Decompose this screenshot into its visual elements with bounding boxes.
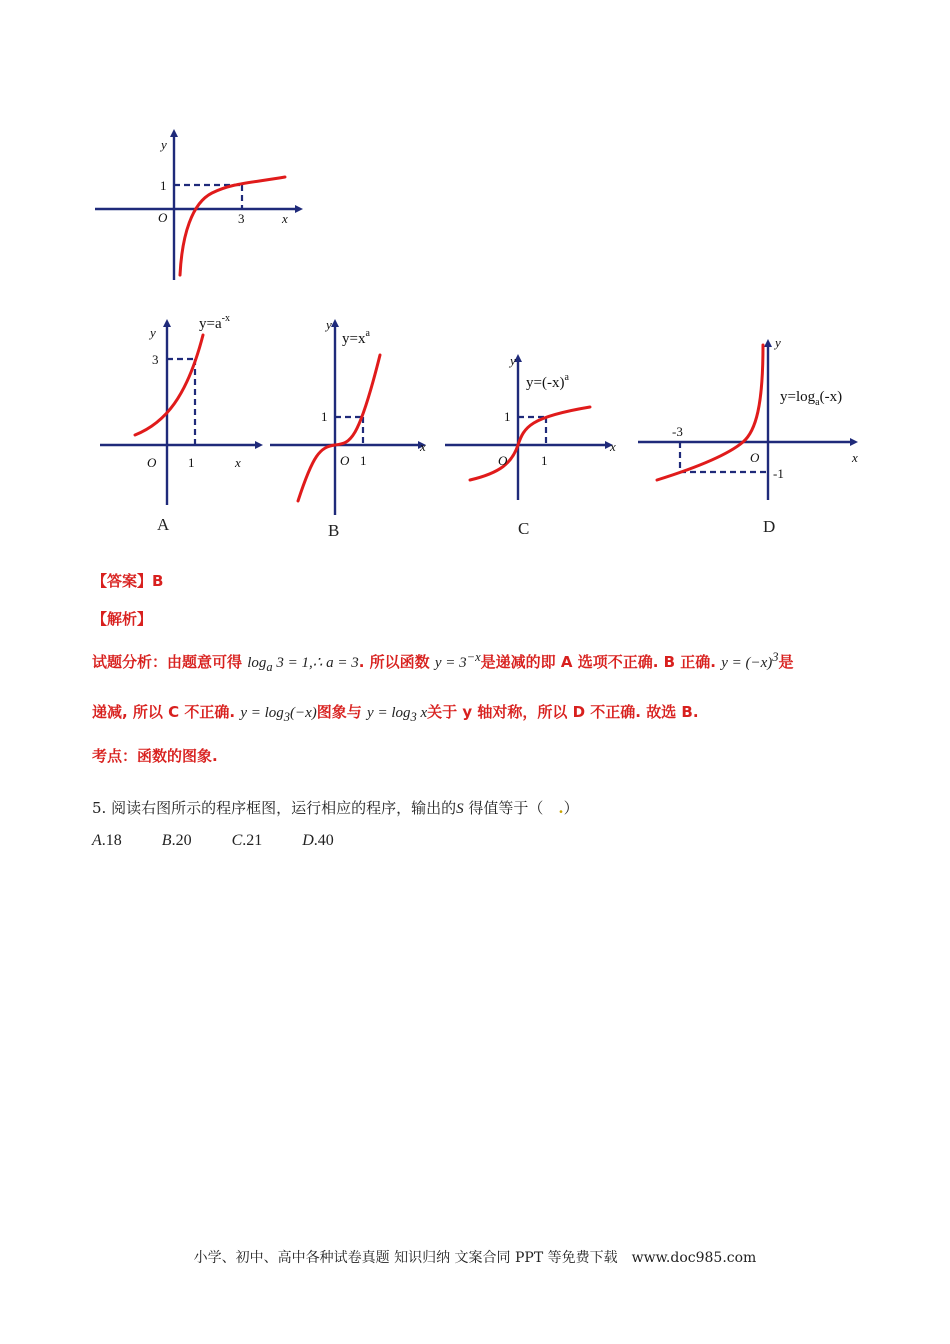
answer-label: 【答案】 [92,572,153,590]
y-axis-label: y [150,325,156,340]
x-axis-arrow-icon [850,438,858,446]
y-axis-label: y [161,137,167,152]
log-neg-curve [657,345,763,480]
graph-b [268,305,438,545]
analysis-point: 考点：函数的图象. [92,747,218,765]
y-axis-arrow-icon [331,319,339,327]
origin-label: O [750,450,760,465]
math-expression: $y = (-x)^3$ [721,650,779,671]
x-axis-label: x [852,450,858,465]
analysis-text: 递减, 所以 C 不正确. [92,703,236,721]
equation-label: $y=\log_a(-x)$ [780,389,843,408]
x-tick-label: 1 [541,453,548,468]
top-graph-svg [90,125,310,285]
question-text: 得值等于（ [463,799,559,817]
choice-d: D.40 [302,832,334,849]
y-axis-arrow-icon [764,339,772,347]
question-dot: . [558,799,564,817]
question-5-choices [92,832,334,850]
x-axis-label: x [420,439,426,454]
top-graph-figure [90,125,310,285]
y-tick-label: 1 [321,409,328,424]
choice-c: C.21 [231,832,263,849]
origin-label: O [147,455,157,470]
y-tick-label: 1 [504,409,511,424]
x-tick-label: -3 [672,424,683,439]
analysis-line-2 [92,701,882,725]
analysis-text: 关于 y 轴对称，所以 D 不正确. 故选 B. [427,703,699,721]
graph-b-svg [268,305,438,545]
question-5 [92,797,579,818]
answer-line [92,570,163,591]
choice-a: A.18 [92,832,122,849]
y-tick-label: 3 [152,352,159,367]
math-expression: $y = 3^{-x}$ [434,650,481,671]
x-tick-label: 1 [188,455,195,470]
equation-label: $y=x^a$ [342,328,370,347]
option-label: D [763,517,776,536]
graph-a-svg [95,305,270,545]
math-expression: $y = \log_3 x$ [367,705,428,724]
analysis-text: 图象与 [316,703,362,721]
analysis-line-1 [92,650,882,675]
analysis-text: 试题分析：由题意可得 [92,653,243,671]
x-axis-label: x [610,439,616,454]
x-tick-label: 1 [360,453,367,468]
answer-value: B [152,572,164,590]
graph-c [440,305,630,545]
option-label: C [518,519,530,538]
question-text: 5. 阅读右图所示的程序框图，运行相应的程序，输出的 [92,799,457,817]
origin-label: O [340,453,350,468]
graph-d-svg [635,305,875,545]
y-axis-arrow-icon [170,129,178,137]
y-axis-label: y [775,335,781,350]
x-axis-label: x [235,455,241,470]
graph-c-svg [440,305,630,545]
cubic-curve [298,355,380,501]
x-axis-label: x [282,211,288,226]
question-variable: S [456,801,464,817]
page-footer: 小学、初中、高中各种试卷真题 知识归纳 文案合同 PPT 等免费下载 www.doc985.com [193,1250,757,1266]
x-axis-arrow-icon [255,441,263,449]
equation-label: $y=a^{-x}$ [199,313,230,332]
math-expression: $y = \log_3(-x)$ [240,705,317,724]
y-axis-label: y [510,353,516,368]
log-curve [180,177,285,275]
analysis-label: 【解析】 [92,610,153,628]
option-label: B [328,521,340,540]
question-text: ） [563,799,579,817]
x-axis-arrow-icon [295,205,303,213]
math-expression: $\log_a 3$ = 1,∴ a = 3 [247,655,359,674]
graph-d [635,305,875,545]
y-tick-label: -1 [773,466,784,481]
choice-b: B.20 [161,832,192,849]
y-axis-arrow-icon [163,319,171,327]
y-axis-label: y [326,317,332,332]
equation-label: $y=(-x)^a$ [526,372,569,391]
origin-label: O [158,210,168,225]
option-label: A [157,515,170,534]
analysis-text: 是递减的即 A 选项不正确. B 正确. [480,653,716,671]
x-tick-label: 3 [238,211,245,226]
graph-a [95,305,270,545]
exp-curve [135,335,203,435]
y-tick-label: 1 [160,178,167,193]
origin-label: O [498,453,508,468]
analysis-text: . 所以函数 [358,653,430,671]
analysis-text: 是 [778,653,794,671]
